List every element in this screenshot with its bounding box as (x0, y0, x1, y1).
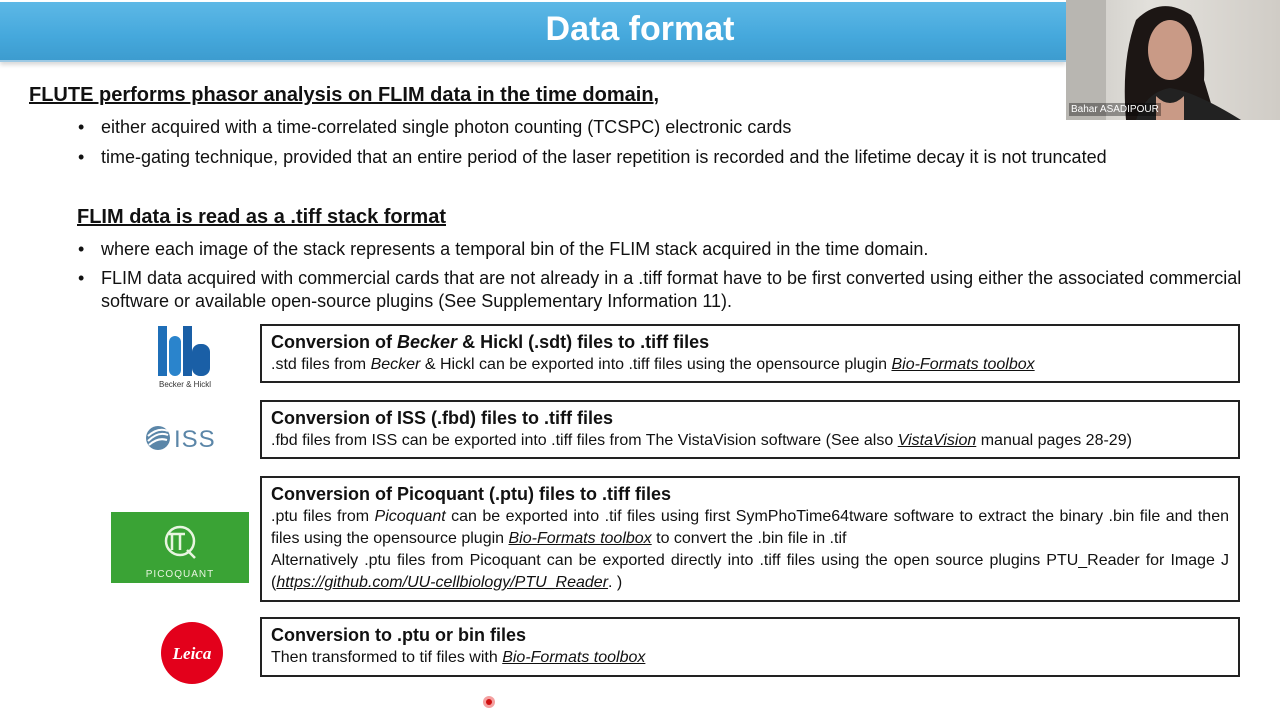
link-text[interactable]: Bio-Formats toolbox (891, 356, 1035, 373)
bullet-text: where each image of the stack represents a temporal bin of the FLIM stack acquired in the time domain. (101, 239, 929, 259)
card-title (271, 406, 1229, 430)
presenter-video-icon (1066, 0, 1280, 120)
card-body (271, 647, 1229, 669)
bullet-dot: • (78, 268, 85, 288)
card-leica (260, 617, 1240, 677)
card-body (271, 354, 1229, 376)
link-text[interactable]: Bio-Formats toolbox (502, 649, 646, 666)
text-segment: Alternatively .ptu files from Picoquant can be exported directly into .tiff files using the open source plugins PTU_Reader for Image J ( (271, 552, 1229, 591)
svg-text:Becker & Hickl: Becker & Hickl (158, 380, 212, 389)
svg-text:Leica: Leica (172, 644, 212, 663)
bullet-text: time-gating technique, provided that an entire period of the laser repetition is recorded and the lifetime decay it is not truncated (101, 147, 1107, 167)
text-segment: Becker (370, 356, 421, 373)
text-segment: can be exported into .tif files using first SymPhoTime64tware software to extract the binary .bin file and then files using the opensource plugin (271, 508, 1229, 547)
card-becker-hickl (260, 324, 1240, 383)
card-title (271, 482, 1229, 506)
text-segment: Conversion of ISS (.fbd) files to .tiff files (271, 408, 614, 428)
bullet-dot: • (78, 239, 85, 259)
text-segment: .fbd files from ISS can be exported into .tiff files from The VistaVision software (See also (271, 432, 898, 449)
leica-logo (160, 621, 224, 685)
bullet-text: either acquired with a time-correlated single photon counting (TCSPC) electronic cards (101, 117, 792, 137)
text-segment: Conversion of (271, 332, 398, 352)
bullet-dot: • (78, 117, 85, 137)
webcam-video (1066, 0, 1280, 120)
bullet-dot: • (78, 147, 85, 167)
text-segment: . ) (608, 574, 623, 591)
text-segment: .ptu files from (271, 508, 375, 525)
text-segment: Then transformed to tif files with (271, 649, 503, 666)
becker-hickl-logo (150, 322, 220, 390)
card-title (271, 330, 1229, 354)
heading-text: FLUTE performs phasor analysis on FLIM data in the time domain (29, 84, 654, 106)
heading-flute (29, 84, 659, 107)
heading-tiff: FLIM data is read as a .tiff stack format (77, 206, 446, 228)
card-picoquant (260, 476, 1240, 602)
link-text[interactable]: VistaVision (897, 432, 977, 449)
text-segment: Picoquant (374, 508, 446, 525)
text-segment: manual pages 28-29) (976, 432, 1132, 449)
card-body (271, 430, 1229, 452)
heading-suffix: , (653, 84, 660, 106)
bullet-item (78, 267, 1258, 313)
slide-title: Data format (545, 10, 735, 48)
card-body (271, 506, 1229, 594)
card-iss (260, 400, 1240, 459)
svg-text:PICOQUANT: PICOQUANT (145, 569, 215, 580)
pointer-cursor (483, 696, 495, 708)
text-segment: Conversion to .ptu or bin files (271, 625, 527, 645)
bullet-item (78, 146, 1258, 169)
card-title (271, 623, 1229, 647)
text-segment: .std files from (271, 356, 371, 373)
text-segment: to convert the .bin file in .tif (651, 530, 847, 547)
text-segment: & Hickl (.sdt) files to .tiff files (457, 332, 710, 352)
participant-name: Bahar ASADIPOUR (1071, 104, 1159, 115)
picoquant-logo (111, 512, 249, 583)
bullet-text: FLIM data acquired with commercial cards that are not already in a .tiff format have to be first converted using either the associated commercial software or available open-source plugins (See Supplementary Information 11). (101, 268, 1242, 311)
bullet-item (78, 238, 1258, 261)
iss-logo (144, 423, 228, 453)
text-segment: Conversion of Picoquant (.ptu) files to .tiff files (271, 484, 671, 504)
link-text[interactable]: https://github.com/UU-cellbiology/PTU_Reader (276, 574, 609, 591)
link-text[interactable]: Bio-Formats toolbox (508, 530, 652, 547)
text-segment: & Hickl can be exported into .tiff files using the opensource plugin (420, 356, 892, 373)
svg-text:ISS: ISS (174, 426, 216, 453)
text-segment: Becker (397, 332, 458, 352)
